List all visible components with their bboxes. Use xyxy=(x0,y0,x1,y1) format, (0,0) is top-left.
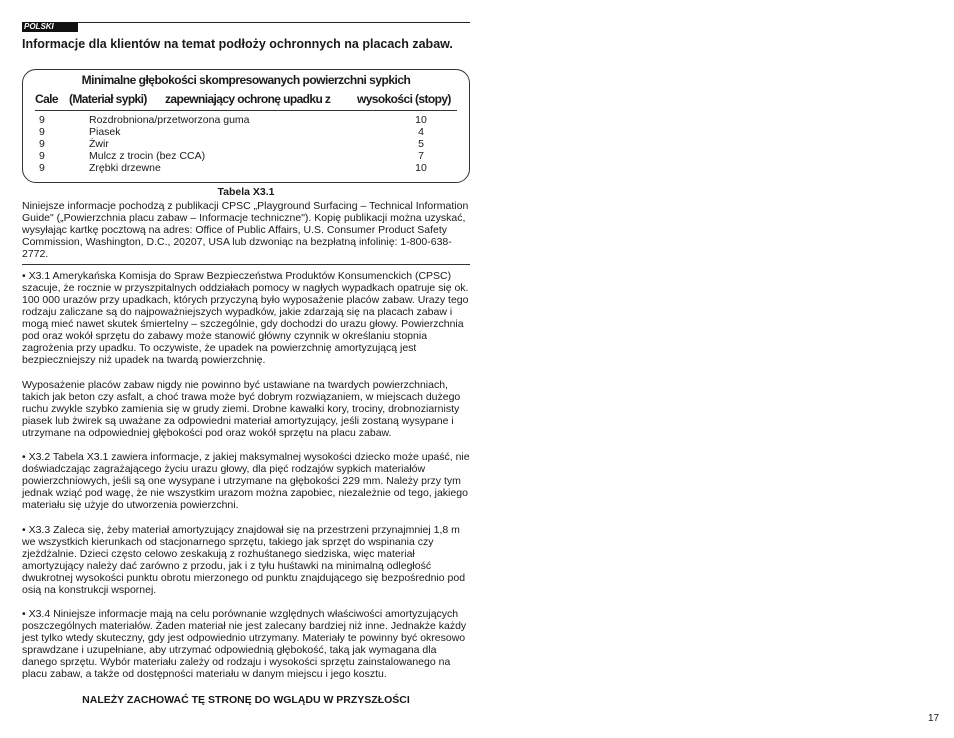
cell-feet: 4 xyxy=(418,126,424,138)
table-row xyxy=(35,114,459,126)
header-height: wysokości (stopy) xyxy=(357,92,451,106)
cell-feet: 10 xyxy=(415,162,427,174)
table-row xyxy=(35,138,459,150)
paragraph-x3-2: • X3.2 Tabela X3.1 zawiera informacje, z jakiej maksymalnej wysokości dziecko może upaść, nie doświadczając zagrażającego życiu urazu głowy, dla pięć rodzajów sypkich materiałów powierzchniowych, jeśli są one wysypane i utrzymane na głębokości 229 mm. Należy przy tym jednak wziąć pod wagę, że nie wszystkim urazom można zapobiec, niezależnie od tego, jakiego materiału się użyje do utworzenia powierzchni. xyxy=(22,451,470,511)
cell-feet: 7 xyxy=(418,150,424,162)
cell-material: Żwir xyxy=(89,138,109,150)
paragraph-x3-4: • X3.4 Niniejsze informacje mają na celu porównanie względnych właściwości amortyzujących poszczególnych materiałów. Żaden materiał nie jest zalecany bardziej niż inne. Jednakże każdy jest tylko wtedy skuteczny, gdy jest odpowiednio utrzymany. Materiały te powinny być okresowo sprawdzane i uzupełniane, aby utrzymać odpowiednią głębokość, taką jak wymagana dla danego sprzętu. Wybór materiału zależy od rodzaju i wysokości sprzętu zainstalowanego na placu zabaw, a także od dostępności materiału w danym miejscu i jego kosztu. xyxy=(22,608,467,680)
cell-material: Piasek xyxy=(89,126,121,138)
paragraph-x3-3: • X3.3 Zaleca się, żeby materiał amortyzujący znajdował się na przestrzeni przynajmniej 1,8 m we wszystkich kierunkach od stacjonarnego sprzętu, takiego jak sprzęt do wspinania czy zjeżdżalnie. Dzieci często celowo zeskakują z rozhuśtanego siedziska, więc materiał amortyzujący należy dać zarówno z przodu, jak i z tyłu huśtawki na minimalną odległość dwukrotnej wysokości punktu obrotu mierzonego od punktu znajdującego się bezpośrednio pod osią na konstrukcji wspornej. xyxy=(22,524,466,596)
table-row xyxy=(35,162,459,174)
header-protection: zapewniający ochronę upadku z xyxy=(165,92,331,106)
section-divider xyxy=(22,264,470,265)
source-note: Niniejsze informacje pochodzą z publikacji CPSC „Playground Surfacing – Technical Information Guide" („Powierzchnia placu zabaw – Informacje techniczne"). Kopię publikacji można uzyskać, wysyłając kartkę pocztową na adres: Office of Public Affairs, U.S. Consumer Product Safety Commission, Washington, D.C., 20207, USA lub dzwoniąc na bezpłatną infolinię: 1-800-638-2772. xyxy=(22,200,469,260)
header-inches: Cale xyxy=(35,92,58,106)
cell-material: Mulcz z trocin (bez CCA) xyxy=(89,150,206,162)
table-row xyxy=(35,150,459,162)
cell-inches: 9 xyxy=(39,138,45,150)
cell-inches: 9 xyxy=(39,150,45,162)
cell-inches: 9 xyxy=(39,162,45,174)
cell-inches: 9 xyxy=(39,126,45,138)
surface-depth-table xyxy=(22,69,470,183)
table-header-divider xyxy=(35,110,457,111)
top-rule xyxy=(22,22,470,23)
cell-material: Zrębki drzewne xyxy=(89,162,161,174)
table-caption: Tabela X3.1 xyxy=(217,186,275,198)
table-header-row xyxy=(35,92,459,108)
paragraph-surfaces: Wyposażenie placów zabaw nigdy nie powinno być ustawiane na twardych powierzchniach, takich jak beton czy asfalt, a choć trawa może być dobrym rozwiązaniem, w miejscach dużego ruchu zwykle szybko zamienia się w grudy ziemi. Drobne kawałki kory, trociny, drobnoziarnisty piasek lub żwirek są uważane za odpowiedni materiał amortyzujący, jeśli zostaną wysypane i utrzymane na odpowiedniej głębokości pod oraz wokół sprzętu na placu zabaw. xyxy=(22,379,461,439)
page-number: 17 xyxy=(928,713,940,724)
cell-material: Rozdrobniona/przetworzona guma xyxy=(89,114,250,126)
keep-page-note: NALEŻY ZACHOWAĆ TĘ STRONĘ DO WGLĄDU W PRZYSZŁOŚCI xyxy=(82,694,410,706)
table-title: Minimalne głębokości skompresowanych powierzchni sypkich xyxy=(81,73,411,87)
table-row xyxy=(35,126,459,138)
cell-inches: 9 xyxy=(39,114,45,126)
cell-feet: 5 xyxy=(418,138,424,150)
cell-feet: 10 xyxy=(415,114,427,126)
paragraph-x3-1: • X3.1 Amerykańska Komisja do Spraw Bezpieczeństwa Produktów Konsumenckich (CPSC) szacuje, że rocznie w przyszpitalnych oddziałach pomocy w nagłych wypadkach opatruje się ok. 100 000 urazów przy upadkach, których przyczyną było wyposażenie placów zabaw. Urazy tego rodzaju zaliczane są do najpoważniejszych wypadków, jakie zdarzają się na placach zabaw i mogą mieć nawet skutek śmiertelny – szczególnie, gdy dochodzi do urazu głowy. Powierzchnia pod oraz wokół sprzętu do zabawy może stanowić główny czynnik w określaniu stopnia zagrożenia przy upadku. To oczywiste, że upadek na powierzchnię amortyzującą jest bezpieczniejszy niż upadek na twardą powierzchnię. xyxy=(22,270,469,366)
page-title: Informacje dla klientów na temat podłoży ochronnych na placach zabaw. xyxy=(22,37,453,51)
header-material: (Materiał sypki) xyxy=(69,92,147,106)
language-tag: POLSKI xyxy=(22,22,78,32)
